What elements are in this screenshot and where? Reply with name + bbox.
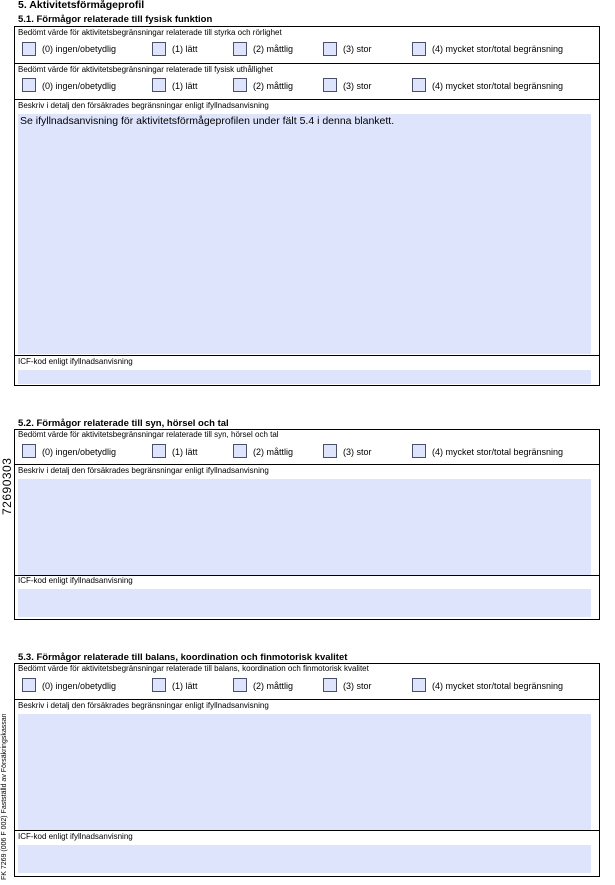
checkbox-label: (3) stor — [343, 681, 372, 691]
checkbox-label: (3) stor — [343, 44, 372, 54]
checkbox-label: (3) stor — [343, 447, 372, 457]
describe-label-5-1: Beskriv i detalj den försäkrades begränsningar enligt ifyllnadsanvisning — [18, 101, 269, 110]
rating-label-senses: Bedömt värde för aktivitetsbegränsningar relaterade till syn, hörsel och tal — [18, 430, 279, 439]
describe-label-5-3: Beskriv i detalj den försäkrades begränsningar enligt ifyllnadsanvisning — [18, 701, 269, 710]
checkbox-senses-0[interactable] — [22, 444, 36, 458]
rating-label-strength: Bedömt värde för aktivitetsbegränsningar relaterade till styrka och rörlighet — [18, 28, 282, 37]
divider — [14, 464, 600, 465]
checkbox-label: (4) mycket stor/total begränsning — [432, 681, 564, 691]
checkbox-label: (1) lätt — [172, 81, 198, 91]
checkbox-label: (4) mycket stor/total begränsning — [432, 44, 564, 54]
form-code: 72690303 — [0, 457, 14, 515]
checkbox-senses-3[interactable] — [323, 444, 337, 458]
checkbox-label: (1) lätt — [172, 681, 198, 691]
checkbox-label: (4) mycket stor/total begränsning — [432, 447, 564, 457]
checkbox-senses-4[interactable] — [412, 444, 426, 458]
icf-field-5-3[interactable] — [18, 845, 591, 873]
checkbox-endurance-4[interactable] — [412, 78, 426, 92]
checkbox-strength-2[interactable] — [233, 42, 247, 56]
divider — [14, 99, 600, 100]
checkbox-strength-3[interactable] — [323, 42, 337, 56]
checkbox-label: (4) mycket stor/total begränsning — [432, 81, 564, 91]
checkbox-label: (3) stor — [343, 81, 372, 91]
checkbox-label: (1) lätt — [172, 44, 198, 54]
checkbox-label: (0) ingen/obetydlig — [42, 447, 117, 457]
checkbox-senses-2[interactable] — [233, 444, 247, 458]
describe-field-5-1[interactable] — [18, 114, 591, 354]
divider — [14, 830, 600, 831]
section-title-5-3: 5.3. Förmågor relaterade till balans, koordination och finmotorisk kvalitet — [18, 652, 348, 663]
describe-field-5-1-value: Se ifyllnadsanvisning för aktivitetsförmågeprofilen under fält 5.4 i denna blankett. — [20, 115, 395, 127]
checkbox-endurance-2[interactable] — [233, 78, 247, 92]
checkbox-label: (2) måttlig — [253, 681, 294, 691]
page-title: 5. Aktivitetsförmågeprofil — [18, 0, 145, 11]
rating-label-balance: Bedömt värde för aktivitetsbegränsningar relaterade till balans, koordination och finmotorisk kvalitet — [18, 664, 369, 673]
checkbox-endurance-0[interactable] — [22, 78, 36, 92]
checkbox-endurance-1[interactable] — [152, 78, 166, 92]
divider — [14, 63, 600, 64]
section-title-5-2: 5.2. Förmågor relaterade till syn, hörsel och tal — [18, 418, 229, 429]
checkbox-strength-4[interactable] — [412, 42, 426, 56]
checkbox-balance-0[interactable] — [22, 678, 36, 692]
checkbox-strength-1[interactable] — [152, 42, 166, 56]
checkbox-balance-3[interactable] — [323, 678, 337, 692]
section-title-5-1: 5.1. Förmågor relaterade till fysisk funktion — [18, 14, 213, 25]
checkbox-senses-1[interactable] — [152, 444, 166, 458]
checkbox-balance-2[interactable] — [233, 678, 247, 692]
checkbox-balance-4[interactable] — [412, 678, 426, 692]
describe-field-5-3[interactable] — [18, 714, 591, 830]
checkbox-label: (2) måttlig — [253, 44, 294, 54]
form-footer-text: FK 7269 (006 F 002) Fastställd av Försäkringskassan — [1, 713, 8, 880]
checkbox-balance-1[interactable] — [152, 678, 166, 692]
icf-label-5-1: ICF-kod enligt ifyllnadsanvisning — [18, 357, 133, 366]
checkbox-label: (0) ingen/obetydlig — [42, 44, 117, 54]
describe-field-5-2[interactable] — [18, 479, 591, 575]
icf-field-5-2[interactable] — [18, 589, 591, 617]
checkbox-label: (0) ingen/obetydlig — [42, 81, 117, 91]
icf-label-5-2: ICF-kod enligt ifyllnadsanvisning — [18, 576, 133, 585]
describe-label-5-2: Beskriv i detalj den försäkrades begränsningar enligt ifyllnadsanvisning — [18, 466, 269, 475]
icf-label-5-3: ICF-kod enligt ifyllnadsanvisning — [18, 832, 133, 841]
checkbox-strength-0[interactable] — [22, 42, 36, 56]
checkbox-label: (1) lätt — [172, 447, 198, 457]
checkbox-label: (0) ingen/obetydlig — [42, 681, 117, 691]
checkbox-label: (2) måttlig — [253, 81, 294, 91]
rating-label-endurance: Bedömt värde för aktivitetsbegränsningar relaterade till fysisk uthållighet — [18, 65, 273, 74]
checkbox-label: (2) måttlig — [253, 447, 294, 457]
icf-field-5-1[interactable] — [18, 370, 591, 384]
checkbox-endurance-3[interactable] — [323, 78, 337, 92]
divider — [14, 355, 600, 356]
divider — [14, 699, 600, 700]
